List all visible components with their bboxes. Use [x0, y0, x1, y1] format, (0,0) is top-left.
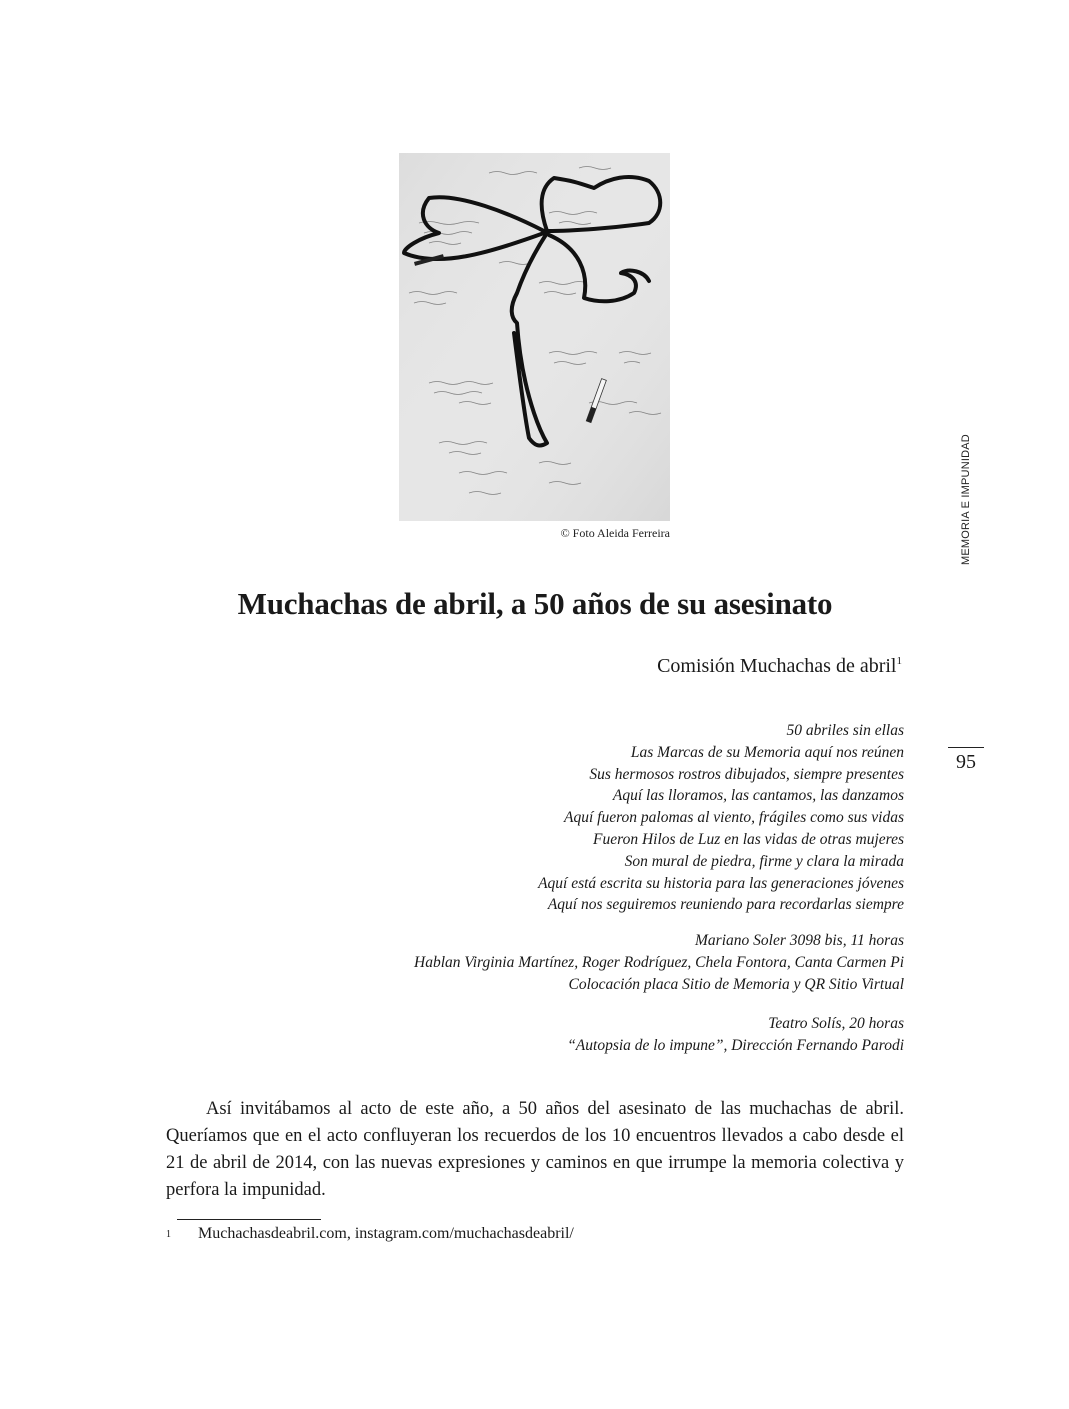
verse-line: Teatro Solís, 20 horas	[768, 1015, 904, 1032]
flower-drawing	[399, 153, 670, 521]
photo-flower-mural	[399, 153, 670, 521]
verse-line: Aquí las lloramos, las cantamos, las danzamos	[612, 787, 904, 805]
running-head-text: MEMORIA E IMPUNIDAD	[960, 434, 972, 565]
author-name: Comisión Muchachas de abril	[657, 655, 897, 677]
verse-line: Mariano Soler 3098 bis, 11 horas	[695, 932, 904, 949]
photo-caption: © Foto Aleida Ferreira	[560, 526, 670, 540]
verse-line: Son mural de piedra, firme y clara la mirada	[624, 852, 904, 870]
verse-line: Las Marcas de su Memoria aquí nos reúnen	[630, 743, 904, 761]
verse-line: Aquí está escrita su historia para las generaciones jóvenes	[538, 874, 904, 892]
footnote-text[interactable]: Muchachasdeabril.com, instagram.com/muchachasdeabril/	[198, 1225, 574, 1242]
page-number-rule	[948, 747, 984, 748]
article-title: Muchachas de abril, a 50 años de su asesinato	[237, 586, 833, 621]
verse-line: Colocación placa Sitio de Memoria y QR Sitio Virtual	[568, 975, 904, 993]
article-author	[500, 655, 902, 678]
verse-line: Aquí nos seguiremos reuniendo para recordarlas siempre	[547, 896, 904, 914]
verse-stanza-1	[300, 720, 904, 916]
verse-line: Hablan Virginia Martínez, Roger Rodríguez, Chela Fontora, Canta Carmen Pi	[414, 953, 904, 971]
verse-stanza-2	[300, 930, 904, 995]
verse-line: “Autopsia de lo impune”, Dirección Fernando Parodi	[567, 1036, 904, 1054]
author-footnote-ref[interactable]: 1	[896, 655, 902, 667]
verse-stanza-3	[300, 1013, 904, 1057]
body-paragraph	[166, 1096, 904, 1204]
verse-line: Fueron Hilos de Luz en las vidas de otras mujeres	[593, 830, 904, 848]
verse-line: Aquí fueron palomas al viento, frágiles como sus vidas	[564, 809, 904, 827]
page-number: 95	[956, 751, 976, 773]
verse-line: 50 abriles sin ellas	[786, 722, 904, 739]
verse-line: Sus hermosos rostros dibujados, siempre presentes	[589, 765, 904, 783]
body-paragraph-text: Así invitábamos al acto de este año, a 50 años del asesinato de las muchachas de abril. Queríamos que en el acto confluyeran los recuerdos de los 10 encuentros llevados a cabo desde el 21 de abril de 2014, con las nuevas expresiones y caminos en que irrumpe la memoria colectiva y perfora la impunidad.	[166, 1099, 904, 1200]
footnote-rule	[177, 1219, 321, 1220]
footnote-number: 1	[166, 1229, 171, 1240]
